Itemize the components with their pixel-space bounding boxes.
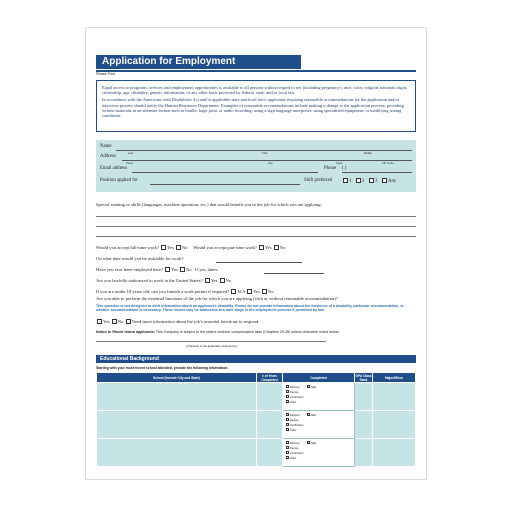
authorized-yes-checkbox[interactable] bbox=[205, 278, 210, 283]
gpa-cell[interactable] bbox=[355, 439, 373, 467]
eeo-notice-box bbox=[96, 80, 416, 132]
completed-option-label: Diploma bbox=[290, 442, 300, 445]
completed-option-checkbox[interactable] bbox=[286, 418, 289, 421]
phone-label: Phone bbox=[324, 166, 336, 171]
ged-option bbox=[306, 414, 317, 417]
permit-yes-checkbox[interactable] bbox=[247, 289, 252, 294]
fulltime-no-label: No bbox=[181, 245, 188, 250]
essential-answer-row bbox=[96, 319, 416, 324]
school-cell[interactable] bbox=[97, 439, 257, 467]
education-header-row bbox=[97, 373, 416, 383]
special-training-line-1[interactable] bbox=[96, 216, 416, 217]
available-date-question: On what date would you be available for work? bbox=[96, 256, 184, 261]
ged-label: GED bbox=[310, 386, 317, 389]
col-gpa: GPA Class Rank bbox=[355, 373, 372, 382]
fulltime-no-checkbox[interactable] bbox=[176, 245, 181, 250]
employed-yes-checkbox[interactable] bbox=[165, 267, 170, 272]
email-field[interactable] bbox=[132, 172, 318, 173]
shift-3-label: 3 bbox=[375, 179, 378, 184]
phone-area-code: ( ) bbox=[342, 166, 347, 171]
parttime-no-checkbox[interactable] bbox=[274, 245, 279, 250]
completed-cell[interactable] bbox=[283, 439, 355, 467]
work-type-row bbox=[96, 245, 416, 250]
employer-caption: (Character to the applicable employer(s)) bbox=[186, 344, 237, 348]
position-label: Position applied for bbox=[100, 178, 138, 183]
major-cell[interactable] bbox=[373, 439, 416, 467]
ada-statement: In accordance with the Americans with Disabilities Act and/or applicable state and local laws, applicants requiring reasonable accommodations for the application and/or interview process should notify the Human Resources Department. Examples of reasonable accommodations include making a change to the application process; providing written materials in an alternate format such as braille, large print, or audio recording; using a sign language interpreter; using specialized equipment; or modifying testing conditions. bbox=[102, 97, 404, 119]
street-caption: Street bbox=[126, 161, 134, 165]
essential-no-label: No bbox=[117, 319, 124, 324]
completed-option-label: Degree bbox=[290, 391, 299, 394]
fulltime-question: Would you accept full-time work? bbox=[96, 245, 159, 250]
first-caption: First bbox=[262, 151, 268, 155]
parttime-yes-label: Yes bbox=[265, 245, 272, 250]
completed-cell[interactable] bbox=[283, 411, 355, 439]
work-permit-question: If you are under 18 years old, can you furnish a work permit if required? bbox=[96, 289, 230, 294]
permit-na-checkbox[interactable] bbox=[231, 289, 236, 294]
col-major: Major/Minor bbox=[373, 373, 416, 383]
major-cell[interactable] bbox=[373, 411, 416, 439]
completed-option-label: Other bbox=[290, 457, 297, 460]
permit-no-checkbox[interactable] bbox=[262, 289, 267, 294]
completed-option-label: Degree bbox=[290, 447, 299, 450]
parttime-no-label: No bbox=[279, 245, 286, 250]
completed-option-checkbox[interactable] bbox=[286, 441, 289, 444]
completed-option-checkbox[interactable] bbox=[286, 456, 289, 459]
email-label: Email address bbox=[100, 166, 128, 171]
completed-option-checkbox[interactable] bbox=[286, 385, 289, 388]
shift-2-label: 2 bbox=[362, 179, 365, 184]
employed-dates-field[interactable] bbox=[264, 273, 324, 274]
employed-dates-label: If yes, dates: bbox=[195, 267, 219, 272]
shift-options bbox=[342, 178, 396, 184]
completed-option-checkbox[interactable] bbox=[286, 451, 289, 454]
education-intro: Starting with your most recent school attended, provide the following information. bbox=[96, 366, 229, 370]
phone-field[interactable] bbox=[342, 172, 412, 173]
authorized-row bbox=[96, 278, 416, 283]
permit-yes-label: Yes bbox=[253, 289, 260, 294]
completed-option-checkbox[interactable] bbox=[286, 390, 289, 393]
completed-option-label: Other bbox=[290, 429, 297, 432]
years-cell[interactable] bbox=[257, 411, 283, 439]
completed-option-label: Certification bbox=[290, 424, 304, 427]
completed-cell[interactable] bbox=[283, 383, 355, 411]
page-title: Application for Employment bbox=[96, 55, 301, 69]
completed-option-checkbox[interactable] bbox=[286, 428, 289, 431]
please-print-note: Please Print bbox=[96, 72, 115, 76]
title-divider bbox=[96, 70, 416, 72]
zip-caption: ZIP Code bbox=[382, 161, 394, 165]
ri-notice-label: Notice to Rhode Island applicants: bbox=[96, 330, 155, 334]
need-more-info-checkbox[interactable] bbox=[126, 319, 131, 324]
shift-1-checkbox[interactable] bbox=[343, 178, 348, 183]
completed-option bbox=[285, 456, 352, 461]
personal-info-section bbox=[96, 140, 416, 192]
address-field[interactable] bbox=[122, 160, 412, 161]
disability-disclaimer: This question is not designed to elicit information about an applicant's disability. Please do not provide information about the existence of a disability, particular accommodation, or whether accommodation is necessary. These issues may be addressed at a later stage in the employment process if permitted by law. bbox=[96, 304, 404, 313]
ged-label: GED bbox=[310, 414, 317, 417]
essential-yes-checkbox[interactable] bbox=[97, 319, 102, 324]
fulltime-yes-checkbox[interactable] bbox=[161, 245, 166, 250]
completed-option bbox=[285, 400, 352, 405]
col-years: # of Years Completed bbox=[257, 373, 283, 383]
ged-checkbox[interactable] bbox=[307, 413, 310, 416]
shift-label: Shift preferred bbox=[304, 178, 333, 183]
education-section-header: Educational Background bbox=[96, 355, 416, 363]
gpa-cell[interactable] bbox=[355, 383, 373, 411]
last-caption: Last bbox=[128, 151, 134, 155]
parttime-yes-checkbox[interactable] bbox=[259, 245, 264, 250]
ged-option bbox=[306, 386, 317, 389]
name-label: Name bbox=[100, 144, 112, 149]
table-row bbox=[97, 439, 416, 467]
col-completed: Completed bbox=[283, 373, 355, 383]
years-cell[interactable] bbox=[257, 439, 283, 467]
completed-option-label: Diploma bbox=[290, 414, 300, 417]
completed-option-label: Certification bbox=[290, 396, 304, 399]
ged-option bbox=[306, 442, 317, 445]
employed-yes-label: Yes bbox=[171, 267, 178, 272]
authorized-yes-label: Yes bbox=[210, 278, 218, 283]
available-date-field[interactable] bbox=[216, 262, 302, 263]
employed-before-question: Have you ever been employed here? bbox=[96, 267, 163, 272]
special-training-question: Special training or skills (languages, machine operation, etc.) that would benefit you in the job for which you are applying: bbox=[96, 202, 322, 207]
permit-na-label: N/A bbox=[237, 289, 246, 294]
address-label: Address bbox=[100, 154, 116, 159]
eeo-statement: Equal access to programs, services and employment opportunities is available to all persons without regard to sex (including pregnancy), race, color, religion, national origin, citizenship, age, disability, genetic information, or any other basis protected by federal, state, and/or local law. bbox=[102, 85, 408, 96]
application-page bbox=[85, 27, 427, 480]
table-row bbox=[97, 411, 416, 439]
essential-yes-label: Yes bbox=[103, 319, 110, 324]
gpa-cell[interactable] bbox=[355, 411, 373, 439]
education-table bbox=[96, 372, 416, 467]
completed-option-checkbox[interactable] bbox=[286, 413, 289, 416]
state-caption: State bbox=[336, 161, 343, 165]
completed-option-label: Certification bbox=[290, 452, 304, 455]
school-cell[interactable] bbox=[97, 383, 257, 411]
completed-option-checkbox[interactable] bbox=[286, 423, 289, 426]
employed-no-checkbox[interactable] bbox=[180, 267, 185, 272]
completed-option-checkbox[interactable] bbox=[286, 446, 289, 449]
shift-1-label: 1 bbox=[349, 179, 352, 184]
ged-checkbox[interactable] bbox=[307, 441, 310, 444]
work-permit-row bbox=[96, 289, 416, 294]
completed-option bbox=[285, 428, 352, 433]
major-cell[interactable] bbox=[373, 383, 416, 411]
authorized-question: Are you lawfully authorized to work in the United States? bbox=[96, 278, 203, 283]
essential-functions-question: Are you able to perform the essential functions of the job for which you are applying (with or without reasonable accommodation)? bbox=[96, 296, 338, 301]
available-date-row bbox=[96, 256, 416, 261]
completed-option-checkbox[interactable] bbox=[286, 395, 289, 398]
rhode-island-notice bbox=[96, 330, 416, 335]
shift-2-checkbox[interactable] bbox=[356, 178, 361, 183]
position-field[interactable] bbox=[150, 184, 300, 185]
ri-notice-text: This Company is subject to the state's workers' compensation laws (Chapters 29-38) unless otherwise noted below: bbox=[155, 330, 340, 334]
authorized-no-checkbox[interactable] bbox=[220, 278, 225, 283]
city-caption: City bbox=[268, 161, 273, 165]
years-cell[interactable] bbox=[257, 383, 283, 411]
col-school: School (Include City and State) bbox=[97, 373, 257, 383]
permit-no-label: No bbox=[268, 289, 274, 294]
ged-label: GED bbox=[310, 442, 317, 445]
ged-checkbox[interactable] bbox=[307, 385, 310, 388]
shift-3-checkbox[interactable] bbox=[369, 178, 374, 183]
table-row bbox=[97, 383, 416, 411]
shift-any-checkbox[interactable] bbox=[382, 178, 387, 183]
fulltime-yes-label: Yes bbox=[167, 245, 174, 250]
special-training-line-3[interactable] bbox=[96, 236, 416, 237]
completed-option-label: Degree bbox=[290, 419, 299, 422]
parttime-question: Would you accept part-time work? bbox=[193, 245, 257, 250]
essential-no-checkbox[interactable] bbox=[112, 319, 117, 324]
employed-before-row bbox=[96, 267, 416, 272]
shift-any-label: Any bbox=[388, 179, 397, 184]
school-cell[interactable] bbox=[97, 411, 257, 439]
completed-option-label: Other bbox=[290, 401, 297, 404]
need-more-info-label: Need more information about the job's essential functions to respond. bbox=[131, 319, 260, 324]
employer-line[interactable] bbox=[96, 341, 326, 342]
special-training-line-2[interactable] bbox=[96, 226, 416, 227]
authorized-no-label: No bbox=[225, 278, 232, 283]
employed-no-label: No bbox=[185, 267, 192, 272]
middle-caption: Middle bbox=[364, 151, 373, 155]
completed-option-label: Diploma bbox=[290, 386, 300, 389]
completed-option-checkbox[interactable] bbox=[286, 400, 289, 403]
